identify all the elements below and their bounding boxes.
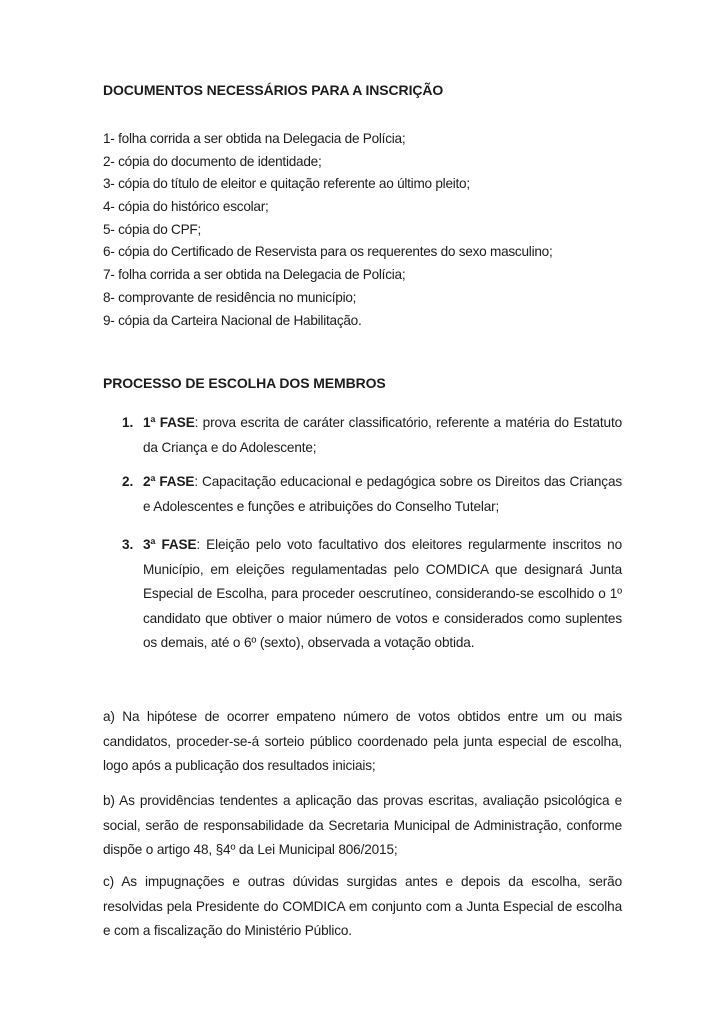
- phase-text: : prova escrita de caráter classificatório, referente a matéria do Estatuto da Criança e do Adolescente;: [143, 415, 622, 455]
- phase-item-2: [122, 470, 622, 519]
- phase-body: [143, 470, 622, 519]
- phase-text: : Capacitação educacional e pedagógica sobre os Direitos das Crianças e Adolescentes e funções e atribuições do Conselho Tutelar;: [143, 474, 622, 514]
- list-item: 1- folha corrida a ser obtida na Delegacia de Polícia;: [103, 131, 406, 146]
- phase-number: 1.: [122, 415, 134, 430]
- phase-label: 2ª FASE: [143, 474, 195, 489]
- phase-item-3: [122, 533, 622, 656]
- list-item: 9- cópia da Carteira Nacional de Habilitação.: [103, 312, 362, 328]
- process-heading: PROCESSO DE ESCOLHA DOS MEMBROS: [103, 375, 386, 391]
- phase-body: [143, 411, 622, 460]
- paragraph-b: b) As providências tendentes a aplicação das provas escritas, avaliação psicológica e social, serão de responsabilidade da Secretaria Municipal de Administração, conforme dispõe o artigo 48, §4º da Lei Municipal 806/2015;: [103, 793, 622, 857]
- phase-number: 3.: [122, 537, 134, 552]
- documents-list: [103, 128, 552, 332]
- list-item: 3- cópia do título de eleitor e quitação referente ao último pleito;: [103, 176, 470, 192]
- phase-label: 3ª FASE: [143, 537, 197, 552]
- phase-body: [143, 533, 622, 656]
- phase-item-1: [122, 411, 622, 460]
- list-item: 7- folha corrida a ser obtida na Delegacia de Polícia;: [103, 267, 406, 283]
- phase-text: : Eleição pelo voto facultativo dos eleitores regularmente inscritos no Município, em eleições regulamentadas pelo COMDICA que designará Junta Especial de Escolha, para proceder oescrutíneo, considerando-se escolhido o 1º candidato que obtiver o maior número de votos e considerados como suplentes os demais, até o 6º (sexto), observada a votação obtida.: [143, 537, 622, 650]
- list-item: 2- cópia do documento de identidade;: [103, 153, 322, 169]
- paragraph-c: c) As impugnações e outras dúvidas surgidas antes e depois da escolha, serão resolvidas pela Presidente do COMDICA em conjunto com a Junta Especial de escolha e com a fiscalização do Ministério Público.: [103, 874, 622, 938]
- list-item: 5- cópia do CPF;: [103, 221, 201, 237]
- phase-label: 1ª FASE: [143, 415, 195, 430]
- documents-heading: DOCUMENTOS NECESSÁRIOS PARA A INSCRIÇÃO: [103, 82, 444, 98]
- paragraph-a: a) Na hipótese de ocorrer empateno número de votos obtidos entre um ou mais candidatos, proceder-se-á sorteio público coordenado pela junta especial de escolha, logo após a publicação dos resultados iniciais;: [103, 709, 622, 773]
- list-item: 8- comprovante de residência no município;: [103, 289, 357, 305]
- list-item: 4- cópia do histórico escolar;: [103, 199, 269, 215]
- phase-number: 2.: [122, 474, 134, 489]
- list-item: 6- cópia do Certificado de Reservista para os requerentes do sexo masculino;: [103, 244, 553, 260]
